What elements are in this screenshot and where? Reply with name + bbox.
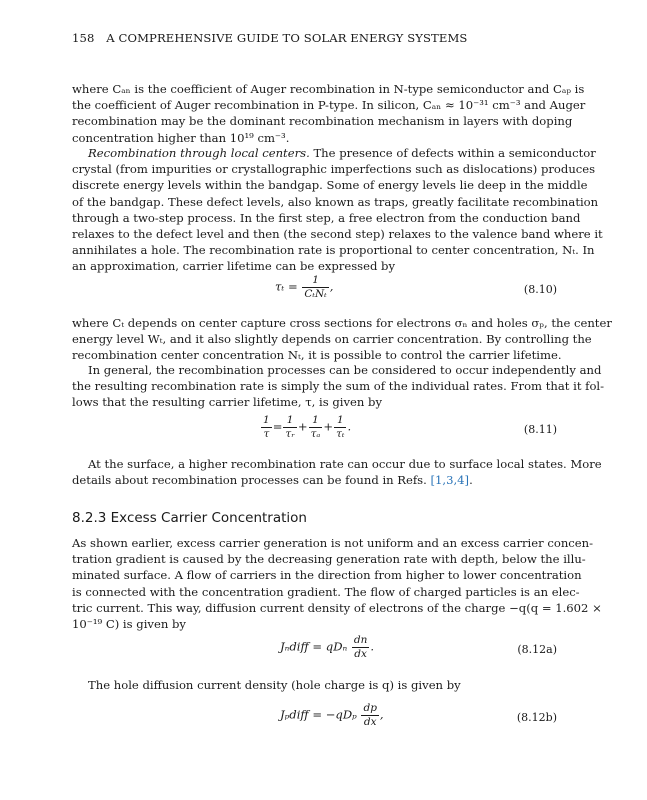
equation-8-11: $\frac{1}{\tau}$ = $\frac{1}{\text{τᵣ}}$ + $\frac{1}{\text{τₐ}}$ + $\frac{1}{\text{τₜ}}$ . (8.11) xyxy=(263,414,557,440)
text-line: the resulting recombination rate is simply the sum of the individual rates. From that it fol- xyxy=(72,379,605,394)
text-line: tration gradient is caused by the decreasing generation rate with depth, below the illu- xyxy=(72,552,586,567)
paragraph-excess-carrier xyxy=(72,535,602,632)
text-line: an approximation, carrier lifetime can be expressed by xyxy=(72,259,396,274)
text-line: recombination may be the dominant recombination mechanism in layers with doping xyxy=(72,114,573,129)
text-line: 10⁻¹⁹ C) is given by xyxy=(72,616,186,631)
equation-number: (8.11) xyxy=(523,423,557,436)
text-line: In general, the recombination processes can be considered to occur independently and xyxy=(88,363,602,377)
paragraph-capture xyxy=(72,315,612,364)
equation-number: (8.10) xyxy=(523,283,557,296)
equation-number: (8.12b) xyxy=(516,711,557,724)
paragraph-surface xyxy=(72,456,602,488)
section-heading xyxy=(72,510,307,526)
section-title: Excess Carrier Concentration xyxy=(110,510,307,526)
text-line: lows that the resulting carrier lifetime, τ, is given by xyxy=(72,395,383,410)
text-line: details about recombination processes can be found in Refs. [1,3,4]. xyxy=(72,473,473,488)
paragraph-local-centers xyxy=(72,145,603,275)
text-line: of the bandgap. These defect levels, also known as traps, greatly facilitate recombination xyxy=(72,194,599,209)
text-line: recombination center concentration Nₜ, it is possible to control the carrier lifetime. xyxy=(72,348,562,363)
text-line: As shown earlier, excess carrier generation is not uniform and an excess carrier concen- xyxy=(72,536,594,550)
text-line: is connected with the concentration gradient. The flow of charged particles is an elec- xyxy=(72,584,580,599)
page-number: 158 xyxy=(72,31,95,45)
equation-number: (8.12a) xyxy=(517,643,557,656)
running-title: A COMPREHENSIVE GUIDE TO SOLAR ENERGY SYSTEMS xyxy=(106,31,468,45)
paragraph-general xyxy=(72,362,605,411)
text-line: annihilates a hole. The recombination rate is proportional to center concentration, Nₜ. In xyxy=(72,243,595,258)
text-line: crystal (from impurities or crystallographic imperfections such as dislocations) produces xyxy=(72,162,596,177)
text-line: through a two-step process. In the first step, a free electron from the conduction band xyxy=(72,210,581,225)
text-line: concentration higher than 10¹⁹ cm⁻³. xyxy=(72,130,290,145)
paragraph-auger xyxy=(72,81,586,146)
text-line: energy level Wₜ, and it also slightly depends on carrier concentration. By controlling the xyxy=(72,332,592,347)
section-number: 8.2.3 xyxy=(72,510,107,526)
text-line: Recombination through local centers. The presence of defects within a semiconductor xyxy=(88,146,596,160)
run-in-heading: Recombination through local centers. xyxy=(88,146,310,160)
equation-8-12b: Jₚdiff = −qDₚ $\frac{dp}{dx}$ , (8.12b) xyxy=(280,702,557,728)
equation-8-12a: Jₙdiff = qDₙ $\frac{dn}{dx}$ . (8.12a) xyxy=(280,634,557,660)
text-line: At the surface, a higher recombination rate can occur due to surface local states. More xyxy=(88,457,602,471)
text-line: where Cₜ depends on center capture cross sections for electrons σₙ and holes σₚ, the center xyxy=(72,316,612,330)
text-line: relaxes to the defect level and then (the second step) relaxes to the valence band where it xyxy=(72,226,603,241)
text-line: where Cₐₙ is the coefficient of Auger recombination in N-type semiconductor and Cₐₚ is xyxy=(72,82,585,96)
text-line: the coefficient of Auger recombination in P-type. In silicon, Cₐₙ ≈ 10⁻³¹ cm⁻³ and Auger xyxy=(72,98,586,113)
equation-8-10: τₜ = $\frac{1}{\text{CₜNₜ}}$ , (8.10) xyxy=(275,274,557,300)
text-line: discrete energy levels within the bandgap. Some of energy levels lie deep in the middle xyxy=(72,178,588,193)
reference-link[interactable]: [1,3,4] xyxy=(430,473,470,488)
text-line: tric current. This way, diffusion current density of electrons of the charge −q(q = 1.602 × xyxy=(72,600,602,615)
running-header xyxy=(72,31,467,45)
text-line: minated surface. A flow of carriers in the direction from higher to lower concentration xyxy=(72,568,582,583)
text-line: The hole diffusion current density (hole charge is q) is given by xyxy=(88,678,461,692)
paragraph-hole-diffusion xyxy=(72,677,557,693)
